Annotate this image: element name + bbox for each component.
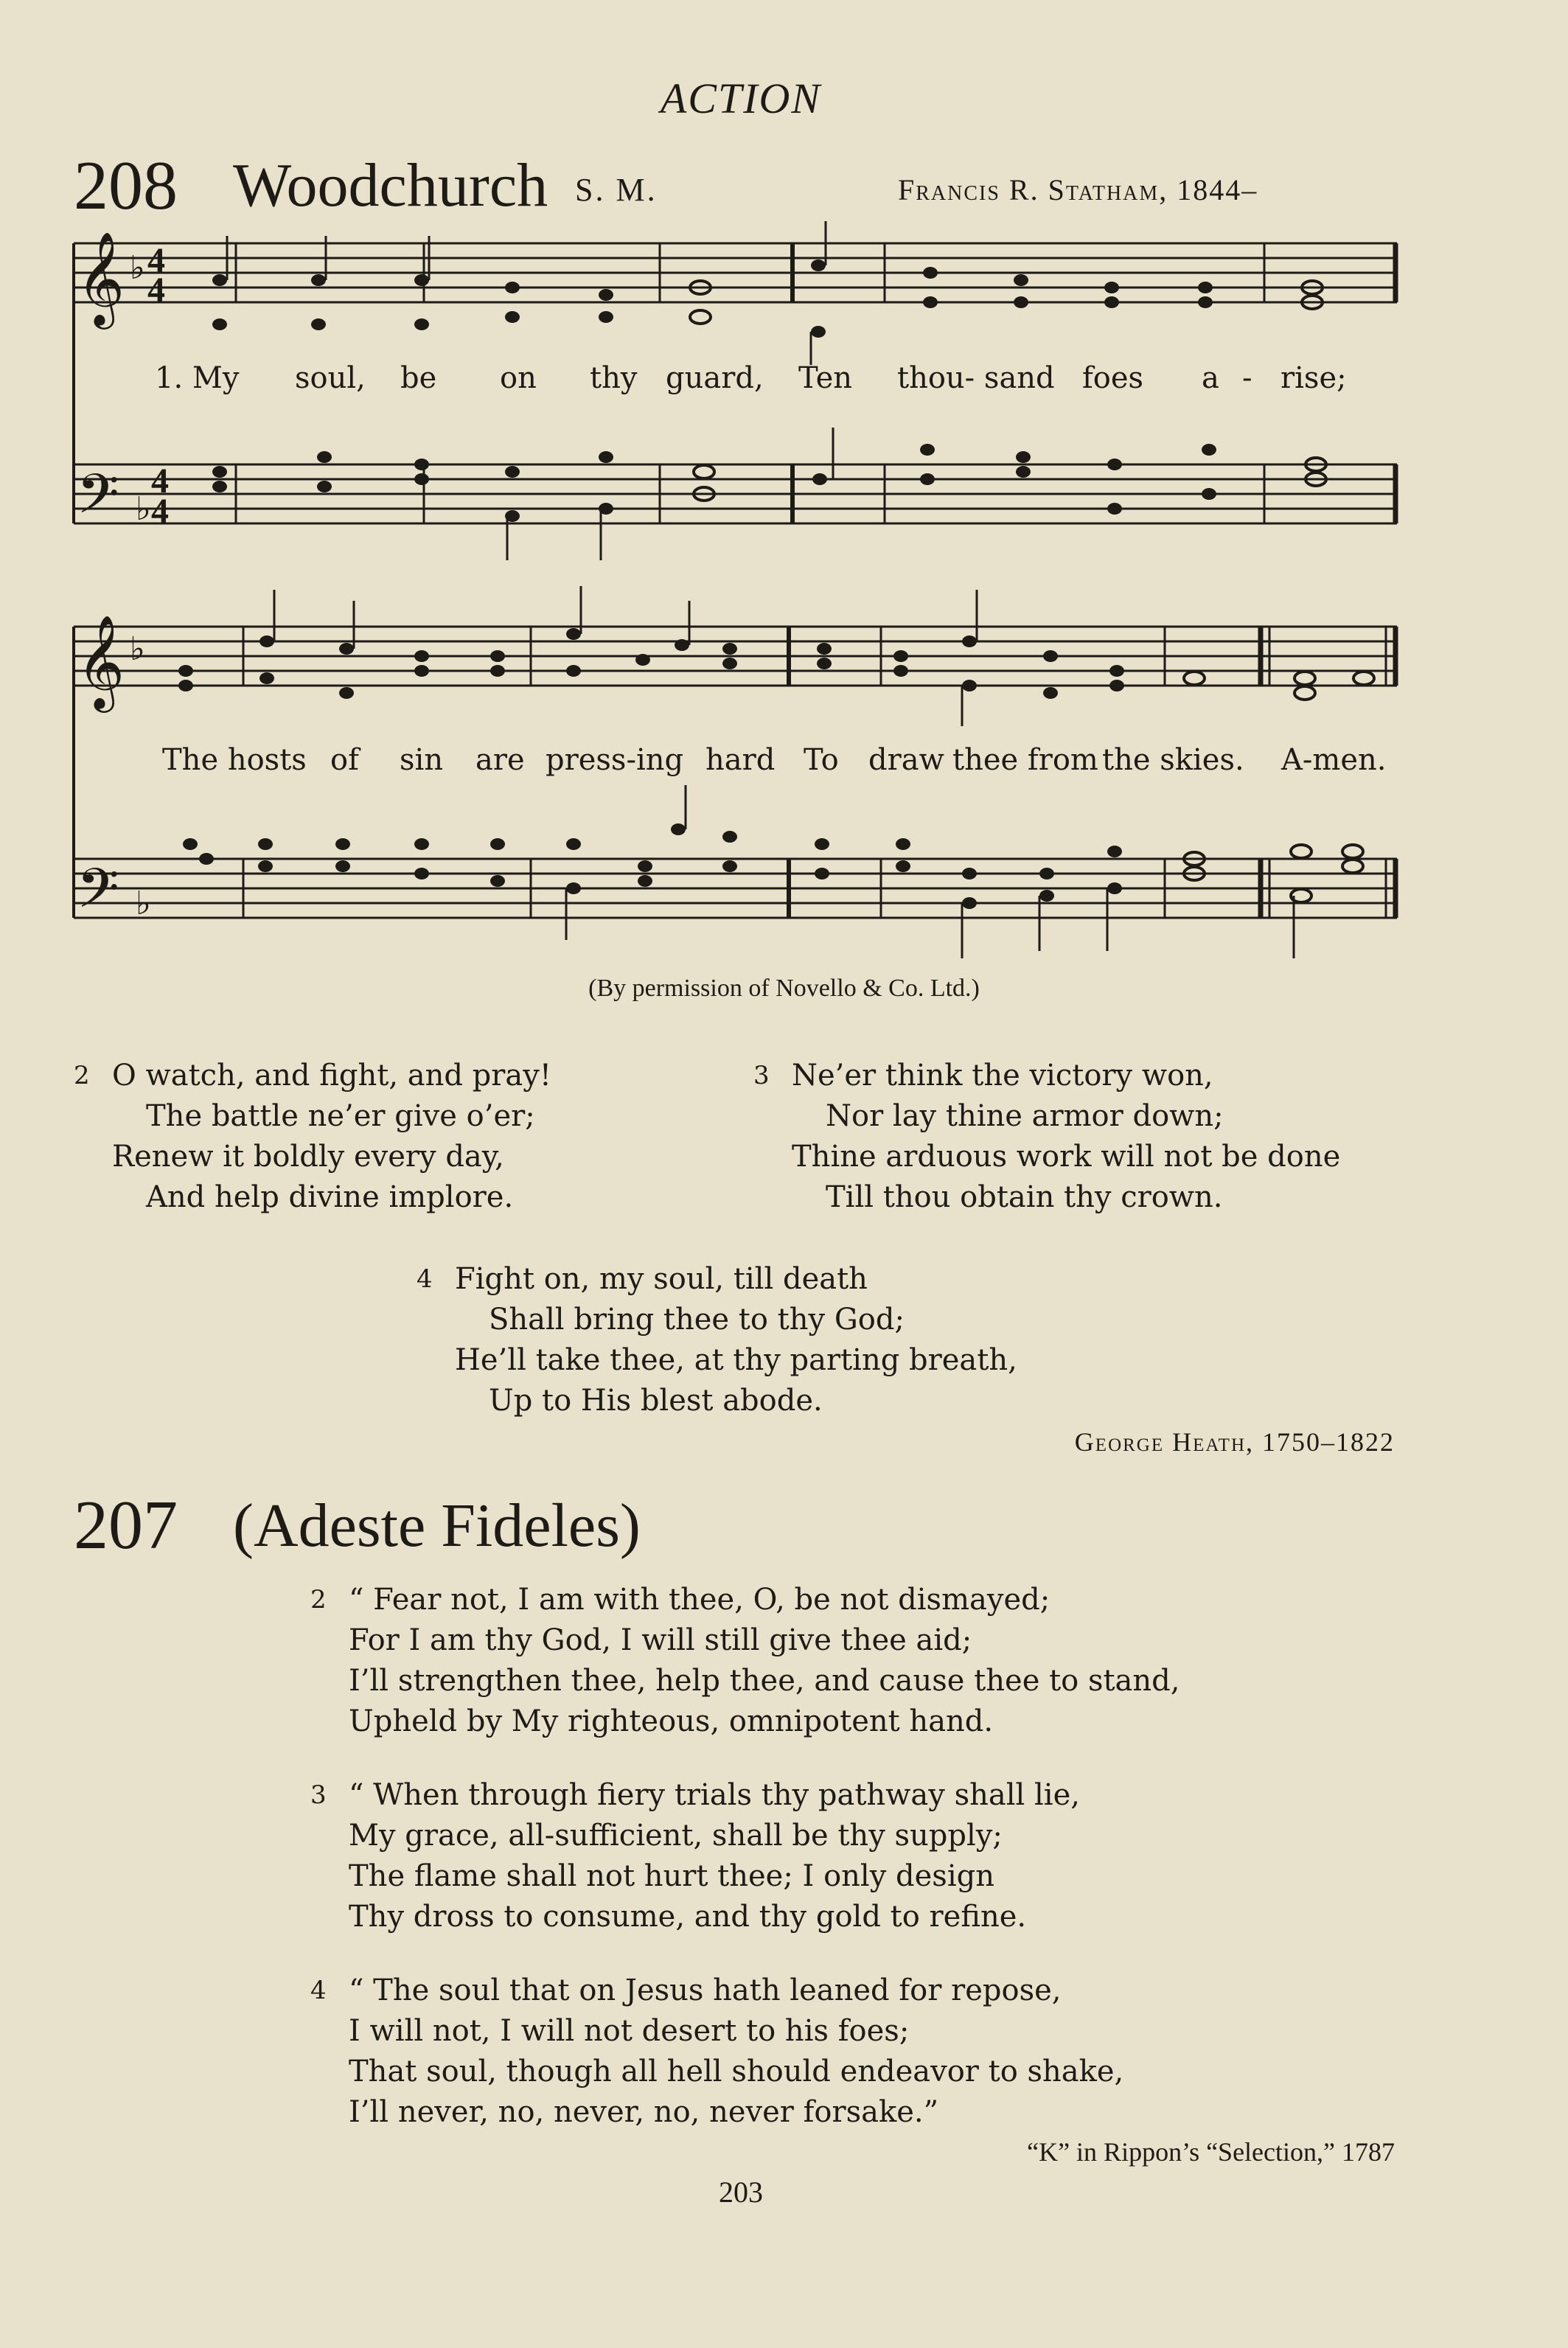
hymn-207-stanza-3 — [310, 1775, 1080, 1937]
time-signature-bottom: 4 — [147, 271, 165, 310]
time-signature-bottom: 4 — [151, 492, 169, 531]
stanza-line: He’ll take thee, at thy parting breath, — [455, 1343, 1017, 1377]
section-title: ACTION — [660, 74, 822, 122]
stanza-line: I’ll strengthen thee, help thee, and cause thee to stand, — [349, 1664, 1180, 1698]
hymn-208-composer: Francis R. Statham, 1844– — [898, 173, 1258, 206]
stanza-number: 2 — [74, 1061, 90, 1090]
lyric-word: be — [400, 361, 437, 395]
hymn-208-author: George Heath, 1750–1822 — [1074, 1427, 1395, 1457]
stanza-line: Thy dross to consume, and thy gold to refine. — [349, 1900, 1027, 1934]
stanza-line: I’ll never, no, never, no, never forsake.” — [349, 2095, 939, 2129]
treble-clef-icon: 𝄞 — [77, 231, 125, 325]
stanza-line: Ne’er think the victory won, — [792, 1059, 1213, 1093]
stanza-line: That soul, though all hell should endeavor to shake, — [349, 2055, 1124, 2089]
bass-clef-icon: 𝄢 — [77, 462, 119, 540]
staff-lines-bass-1 — [74, 464, 1397, 523]
stanza-number: 3 — [310, 1780, 327, 1810]
stanza-line: The flame shall not hurt thee; I only design — [349, 1859, 994, 1893]
lyric-word: the skies. — [1102, 743, 1244, 777]
lyric-hyphen: - — [1242, 361, 1252, 395]
stanza-line: The battle ne’er give o’er; — [146, 1099, 535, 1133]
stanza-number: 3 — [753, 1061, 770, 1090]
lyric-word: thou- sand — [897, 361, 1055, 395]
lyric-word: foes — [1082, 361, 1144, 395]
stanza-line: Till thou obtain thy crown. — [826, 1180, 1223, 1214]
lyric-word: To — [804, 743, 839, 777]
hymn-208-tune-name: Woodchurch — [233, 151, 548, 220]
lyric-word: thee from — [952, 743, 1098, 777]
stanza-line: O watch, and fight, and pray! — [112, 1059, 551, 1093]
lyric-word: thy — [590, 361, 638, 395]
stanza-line: Thine arduous work will not be done — [792, 1140, 1341, 1174]
time-signature-top: 4 — [147, 241, 165, 280]
hymn-207-stanza-4 — [310, 1971, 1124, 2133]
lyric-word: are — [475, 743, 525, 777]
lyric-word: on — [500, 361, 537, 395]
lyric-word: A-men. — [1281, 743, 1387, 777]
lyric-word: a — [1202, 361, 1219, 395]
time-signature-top: 4 — [151, 461, 169, 501]
lyric-word: Ten — [798, 361, 853, 395]
stanza-line: I will not, I will not desert to his foes; — [349, 2014, 910, 2048]
flat-icon: ♭ — [130, 249, 145, 287]
bass-clef-icon: 𝄢 — [77, 857, 119, 934]
hymn-207-stanza-2 — [310, 1580, 1180, 1742]
hymn-208-meter: S. M. — [575, 172, 658, 208]
lyric-word: 1. My — [155, 361, 240, 395]
permission-note: (By permission of Novello & Co. Ltd.) — [588, 975, 980, 1002]
lyric-word: soul, — [295, 361, 366, 395]
lyric-word: sin — [400, 743, 444, 777]
stanza-number: 4 — [310, 1976, 327, 2005]
flat-icon: ♭ — [130, 630, 145, 668]
hymn-207-tune-name: (Adeste Fideles) — [233, 1491, 641, 1560]
stanza-line: “ The soul that on Jesus hath leaned for repose, — [349, 1973, 1062, 2007]
hymn-208-number: 208 — [74, 147, 178, 224]
stanza-line: “ When through fiery trials thy pathway shall lie, — [349, 1778, 1080, 1812]
note-stems — [227, 221, 1294, 958]
stanza-line: For I am thy God, I will still give thee aid; — [349, 1623, 972, 1657]
hymn-208-stanza-2 — [74, 1056, 551, 1218]
hymn-208-score — [0, 0, 1568, 973]
lyric-word: of — [330, 743, 359, 777]
hymn-207-number: 207 — [74, 1487, 178, 1564]
lyric-word: The hosts — [162, 743, 307, 777]
stanza-line: Nor lay thine armor down; — [826, 1099, 1224, 1133]
hymn-208-stanza-3 — [753, 1056, 1341, 1218]
notes-system-1 — [212, 259, 1326, 522]
flat-icon: ♭ — [136, 490, 151, 528]
stanza-line: And help divine implore. — [146, 1180, 514, 1214]
page-number: 203 — [719, 2175, 763, 2209]
staff-lines-treble-1 — [74, 243, 1397, 302]
stanza-line: My grace, all-sufficient, shall be thy supply; — [349, 1819, 1003, 1853]
stanza-number: 4 — [417, 1264, 433, 1294]
stanza-line: Fight on, my soul, till death — [455, 1262, 868, 1296]
lyric-word: hard — [705, 743, 776, 777]
stanza-line: Renew it boldly every day, — [112, 1140, 504, 1174]
hymn-207-source: “K” in Rippon’s “Selection,” 1787 — [1027, 2137, 1395, 2167]
lyric-word: draw — [868, 743, 944, 777]
lyric-word: rise; — [1280, 361, 1347, 395]
lyric-word: guard, — [666, 361, 764, 395]
treble-clef-icon: 𝄞 — [77, 614, 125, 708]
stanza-line: Up to His blest abode. — [489, 1384, 823, 1418]
flat-icon: ♭ — [136, 885, 151, 922]
stanza-line: Shall bring thee to thy God; — [489, 1303, 905, 1337]
stanza-number: 2 — [310, 1585, 327, 1614]
stanza-line: Upheld by My righteous, omnipotent hand. — [349, 1704, 994, 1738]
stanza-line: “ Fear not, I am with thee, O, be not dismayed; — [349, 1583, 1050, 1617]
lyric-word: press-ing — [546, 743, 684, 777]
hymn-208-stanza-4 — [417, 1259, 1017, 1421]
